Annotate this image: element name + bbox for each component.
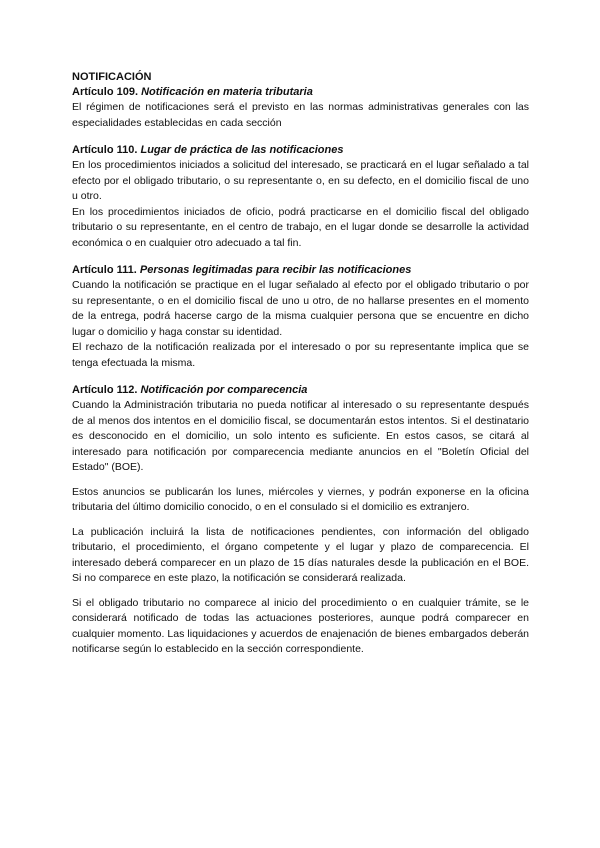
article-number: Artículo 110. (72, 144, 138, 156)
article-109 (72, 85, 529, 131)
article-paragraph: Si el obligado tributario no comparece al inicio del procedimiento o en cualquier trámite, se le considerará notificado de todas las actuaciones posteriores, aunque podrá comparecer en cualquier momento. Las liquidaciones y acuerdos de enajenación de bienes embargados deberán notificarse según lo establecido en la sección correspondiente. (72, 596, 529, 655)
article-paragraph: La publicación incluirá la lista de notificaciones pendientes, con información del obligado tributario, el procedimiento, el órgano competente y el lugar y plazo de comparecencia. El interesado deberá comparecer en un plazo de 15 días naturales desde la publicación en el BOE. Si no comparece en este plazo, la notificación se considerará realizada. (72, 525, 529, 584)
article-number: Artículo 111. (72, 264, 137, 276)
article-name: Notificación por comparecencia (140, 384, 308, 396)
article-paragraph: Cuando la notificación se practique en el lugar señalado al efecto por el obligado tributario o por su representante, o en el domicilio fiscal de uno u otro, de no hallarse presentes en el momento de la entrega, podrá hacerse cargo de la misma cualquier persona que se encuentre en dicho lugar o domicilio y haga constar su identidad. (72, 279, 529, 338)
article-112 (72, 383, 529, 658)
article-110 (72, 143, 529, 251)
article-heading (72, 143, 529, 157)
article-paragraph: Estos anuncios se publicarán los lunes, miércoles y viernes, y podrán exponerse en la oficina tributaria del último domicilio conocido, o en el consulado si el domicilio es extranjero. (72, 485, 529, 513)
article-name: Personas legitimadas para recibir las notificaciones (139, 264, 412, 276)
article-paragraph: Cuando la Administración tributaria no pueda notificar al interesado o su representante después de al menos dos intentos en el domicilio fiscal, se documentarán estos intentos. Si el destinatario es desconocido en el domicilio, un solo intento es suficiente. En estos casos, se citará al interesado para notificación por comparecencia mediante anuncios en el "Boletín Oficial del Estado" (BOE). (72, 399, 529, 473)
article-paragraph: En los procedimientos iniciados a solicitud del interesado, se practicará en el lugar señalado a tal efecto por el obligado tributario, o su representante o, en su defecto, en el domicilio fiscal de uno u otro. (72, 159, 529, 202)
article-111 (72, 263, 529, 371)
article-number: Artículo 112. (72, 384, 138, 396)
article-heading (72, 383, 529, 397)
article-paragraph: El régimen de notificaciones será el previsto en las normas administrativas generales con las especialidades establecidas en cada sección (72, 101, 529, 129)
article-heading (72, 85, 529, 99)
article-name: Lugar de práctica de las notificaciones (140, 144, 344, 156)
article-name: Notificación en materia tributaria (141, 86, 313, 98)
document-title: NOTIFICACIÓN (72, 71, 152, 83)
article-number: Artículo 109. (72, 86, 139, 98)
article-paragraph: El rechazo de la notificación realizada por el interesado o por su representante implica que se tenga efectuada la misma. (72, 341, 529, 369)
article-heading (72, 263, 529, 277)
article-paragraph: En los procedimientos iniciados de oficio, podrá practicarse en el domicilio fiscal del obligado tributario o su representante, en el centro de trabajo, en el lugar donde se desarrolle la actividad económica o en cualquier otro adecuado a tal fin. (72, 205, 529, 249)
